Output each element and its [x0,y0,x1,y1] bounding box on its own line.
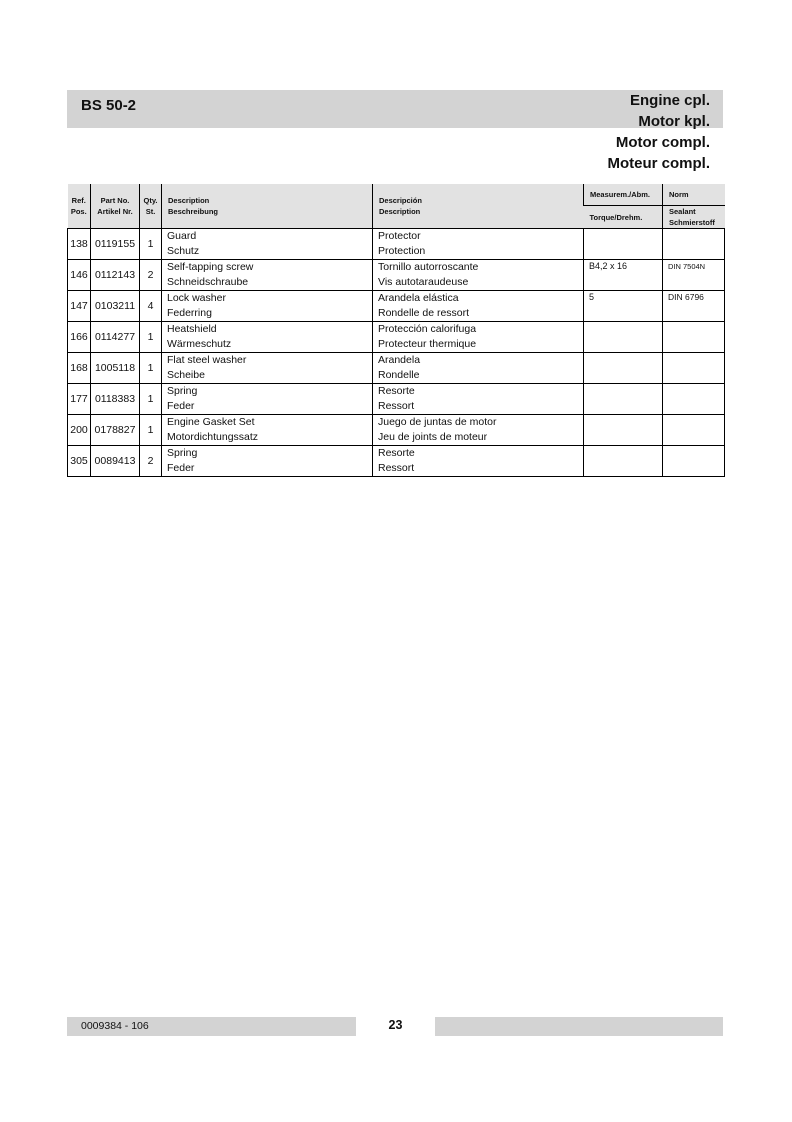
cell-measure [584,446,663,477]
col-header-torque: Torque/Drehm. [584,206,663,229]
desc-fr: Ressort [378,400,415,412]
desc-en: Flat steel washer [167,354,247,366]
desc-en: Spring [167,385,198,397]
cell-measure: 5 [584,291,663,322]
desc-fr: Jeu de joints de moteur [378,431,488,443]
cell-desc-es-fr [373,229,584,260]
desc-de: Feder [167,400,195,412]
cell-part-no: 0114277 [91,322,140,353]
table-row [68,229,725,260]
cell-part-no: 0103211 [91,291,140,322]
col-header-part-de: Artikel Nr. [97,207,133,216]
cell-ref: 200 [68,415,91,446]
col-header-part [91,184,140,229]
table-row [68,446,725,477]
cell-qty: 1 [140,229,162,260]
desc-fr: Protecteur thermique [378,338,477,350]
desc-de: Wärmeschutz [167,338,232,350]
cell-norm: DIN 6796 [663,291,725,322]
cell-qty: 2 [140,260,162,291]
desc-de: Schutz [167,245,200,257]
col-header-sealant-en: Sealant [669,207,696,216]
cell-norm [663,415,725,446]
cell-qty: 2 [140,446,162,477]
col-header-desc-fr: Description [379,207,421,216]
desc-de: Scheibe [167,369,205,381]
cell-desc-es-fr [373,415,584,446]
cell-part-no: 1005118 [91,353,140,384]
parts-table [67,184,725,477]
cell-desc-en-de [162,415,373,446]
cell-part-no: 0112143 [91,260,140,291]
cell-part-no: 0119155 [91,229,140,260]
table-row [68,415,725,446]
col-header-sealant [663,206,725,229]
col-header-ref [68,184,91,229]
desc-es: Tornillo autorroscante [378,261,479,273]
cell-desc-es-fr [373,446,584,477]
table-row [68,353,725,384]
cell-measure: B4,2 x 16 [584,260,663,291]
title-de: Motor kpl. [638,113,710,130]
desc-es: Arandela elástica [378,292,459,304]
cell-desc-es-fr [373,322,584,353]
cell-ref: 166 [68,322,91,353]
desc-en: Spring [167,447,198,459]
cell-desc-en-de [162,229,373,260]
cell-ref: 147 [68,291,91,322]
desc-de: Federring [167,307,212,319]
col-header-ref-en: Ref. [71,196,86,205]
col-header-qty-en: Qty. [143,196,158,205]
desc-es: Resorte [378,447,415,459]
col-header-sealant-de: Schmierstoff [669,218,715,227]
cell-part-no: 0118383 [91,384,140,415]
desc-de: Schneidschraube [167,276,249,288]
col-header-qty-de: St. [145,207,156,216]
cell-norm [663,446,725,477]
desc-es: Arandela [378,354,421,366]
desc-es: Protector [378,230,421,242]
table-row [68,260,725,291]
cell-ref: 146 [68,260,91,291]
col-header-desc-es-fr [373,184,584,229]
cell-desc-es-fr [373,384,584,415]
title-es: Motor compl. [615,134,710,151]
cell-norm: DIN 7504N [663,260,725,291]
desc-fr: Rondelle [378,369,420,381]
col-header-qty [140,184,162,229]
desc-en: Lock washer [167,292,226,304]
cell-desc-es-fr [373,260,584,291]
desc-fr: Vis autotaraudeuse [378,276,469,288]
cell-desc-en-de [162,291,373,322]
cell-ref: 305 [68,446,91,477]
cell-qty: 1 [140,384,162,415]
table-row [68,291,725,322]
cell-part-no: 0178827 [91,415,140,446]
table-row [68,322,725,353]
cell-desc-es-fr [373,353,584,384]
col-header-ref-de: Pos. [70,207,87,216]
cell-measure [584,229,663,260]
col-header-norm: Norm [663,184,725,206]
desc-fr: Rondelle de ressort [378,307,470,319]
desc-de: Motordichtungssatz [167,431,259,443]
title-fr: Moteur compl. [607,155,710,172]
model-name: BS 50-2 [81,97,137,114]
desc-en: Guard [167,230,197,242]
col-header-desc-es: Descripción [379,196,422,205]
cell-qty: 1 [140,415,162,446]
cell-desc-en-de [162,322,373,353]
cell-norm [663,384,725,415]
desc-fr: Protection [378,245,426,257]
footer-left-bar [67,1017,356,1036]
col-header-measure: Measurem./Abm. [584,184,663,206]
desc-fr: Ressort [378,462,415,474]
cell-desc-en-de [162,260,373,291]
col-header-desc-de: Beschreibung [168,207,219,216]
desc-en: Self-tapping screw [167,261,254,273]
cell-measure [584,353,663,384]
col-header-part-en: Part No. [100,196,130,205]
cell-desc-es-fr [373,291,584,322]
cell-measure [584,322,663,353]
cell-norm [663,322,725,353]
desc-de: Feder [167,462,195,474]
col-header-desc-en-de [162,184,373,229]
footer-right-bar [435,1017,723,1036]
col-header-desc-en: Description [168,196,210,205]
document-number: 0009384 - 106 [81,1020,149,1032]
cell-part-no: 0089413 [91,446,140,477]
cell-ref: 138 [68,229,91,260]
cell-measure [584,415,663,446]
cell-norm [663,229,725,260]
cell-norm [663,353,725,384]
cell-desc-en-de [162,353,373,384]
desc-en: Heatshield [167,323,217,335]
desc-es: Protección calorifuga [378,323,477,335]
cell-qty: 1 [140,353,162,384]
cell-desc-en-de [162,446,373,477]
cell-ref: 177 [68,384,91,415]
table-row [68,384,725,415]
title-en: Engine cpl. [629,92,710,109]
desc-es: Resorte [378,385,415,397]
cell-ref: 168 [68,353,91,384]
cell-qty: 4 [140,291,162,322]
page-number: 23 [388,1018,403,1032]
desc-en: Engine Gasket Set [167,416,255,428]
page-titles [607,90,710,174]
desc-es: Juego de juntas de motor [378,416,497,428]
cell-qty: 1 [140,322,162,353]
cell-desc-en-de [162,384,373,415]
cell-measure [584,384,663,415]
